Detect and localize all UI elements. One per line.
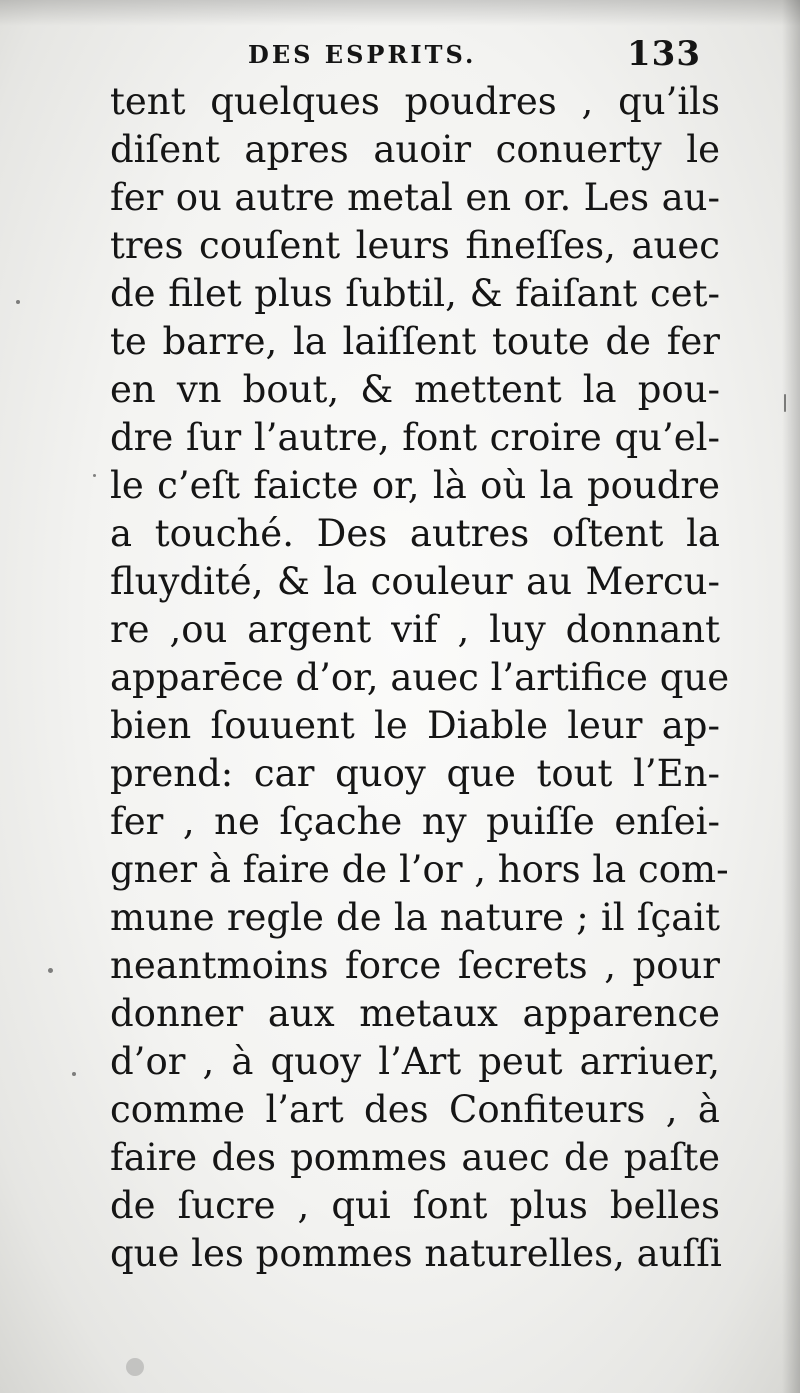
text-line-12: re ,ou argent vif , luy donnant: [110, 608, 720, 651]
text-line-10: a touché. Des autres oſtent la: [110, 512, 720, 555]
page-edge-shadow: [782, 0, 800, 1393]
text-line-9: le c’eſt faicte or, là où la poudre: [110, 464, 720, 507]
scan-scratch: [784, 394, 786, 412]
text-line-8: dre ſur l’autre, font croire qu’el-: [110, 416, 720, 459]
text-line-1: tent quelques poudres , qu’ils: [110, 80, 720, 123]
text-line-13: apparēce d’or, auec l’artifice que: [110, 656, 730, 699]
scan-stain: [126, 1358, 144, 1376]
scan-speck: [16, 300, 20, 304]
text-line-19: neantmoins force ſecrets , pour: [110, 944, 720, 987]
text-line-25: que les pommes naturelles, auſſi: [110, 1232, 722, 1275]
text-line-20: donner aux metaux apparence: [110, 992, 720, 1035]
text-line-7: en vn bout, & mettent la pou-: [110, 368, 720, 411]
text-line-24: de ſucre , qui ſont plus belles: [110, 1184, 720, 1227]
text-line-14: bien ſouuent le Diable leur ap-: [110, 704, 720, 747]
body-text: [110, 78, 730, 1298]
page-number: 133: [627, 34, 701, 74]
text-line-5: de filet plus ſubtil, & faiſant cet-: [110, 272, 720, 315]
scan-speck: [48, 968, 53, 973]
scan-speck: [72, 1072, 76, 1076]
scan-speck: [93, 474, 96, 477]
text-line-16: fer , ne ſçache ny puiſſe enſei-: [110, 800, 720, 843]
text-line-6: te barre, la laiſſent toute de fer: [110, 320, 720, 363]
top-edge-shadow: [0, 0, 800, 26]
text-line-22: comme l’art des Confiteurs , à: [110, 1088, 720, 1131]
running-head: DES ESPRITS.: [248, 40, 477, 69]
text-line-17: gner à faire de l’or , hors la com-: [110, 848, 729, 891]
text-line-21: d’or , à quoy l’Art peut arriuer,: [110, 1040, 720, 1083]
text-line-23: faire des pommes auec de paſte: [110, 1136, 720, 1179]
text-line-15: prend: car quoy que tout l’En-: [110, 752, 720, 795]
text-line-3: fer ou autre metal en or. Les au-: [110, 176, 720, 219]
text-line-2: diſent apres auoir conuerty le: [110, 128, 720, 171]
text-line-18: mune regle de la nature ; il ſçait: [110, 896, 720, 939]
text-line-11: fluydité, & la couleur au Mercu-: [110, 560, 720, 603]
text-line-4: tres couſent leurs fineſſes, auec: [110, 224, 720, 267]
